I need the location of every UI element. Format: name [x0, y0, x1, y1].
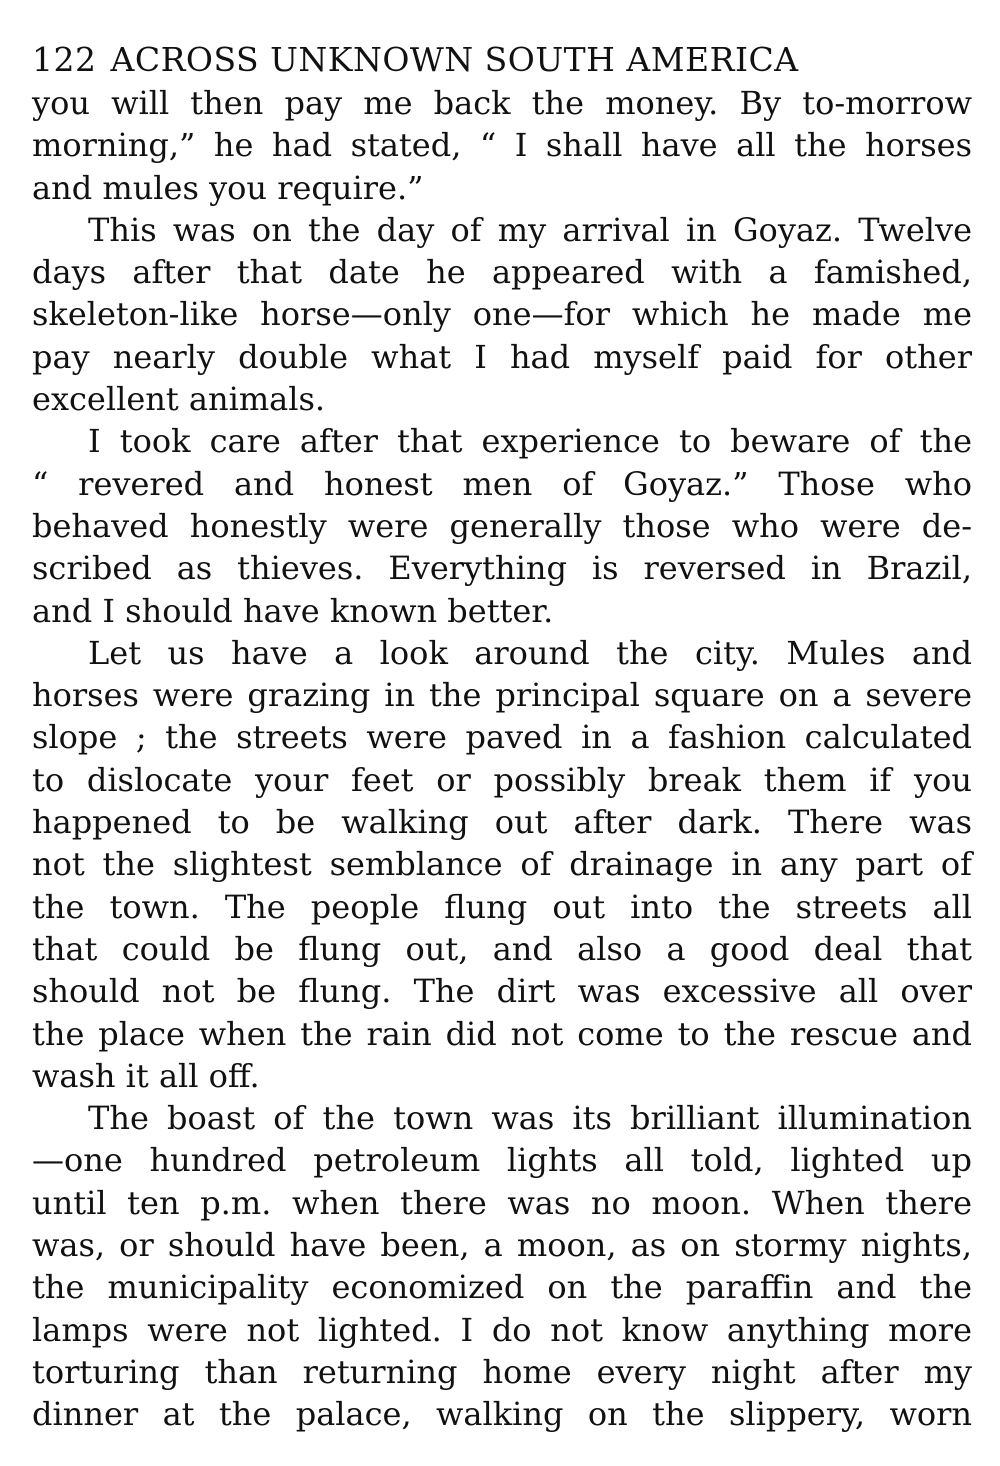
text-line: skeleton-like horse—only one—for which he made me: [32, 295, 972, 334]
text-line: pay nearly double what I had myself paid for other: [32, 337, 972, 376]
text-line: until ten p.m. when there was no moon. When there: [32, 1183, 972, 1222]
text-line: days after that date he appeared with a famished,: [32, 253, 972, 292]
text-line: wash it all off.: [32, 1056, 260, 1095]
text-line: lamps were not lighted. I do not know anything more: [32, 1310, 972, 1349]
text-line: was, or should have been, a moon, as on stormy nights,: [32, 1226, 972, 1265]
text-line: the place when the rain did not come to the rescue and: [32, 1014, 972, 1053]
book-page: [32, 38, 972, 1436]
text-line: This was on the day of my arrival in Goyaz. Twelve: [88, 210, 972, 249]
text-line: behaved honestly were generally those who were de-: [32, 506, 972, 545]
text-line: you will then pay me back the money. By to-morrow: [32, 84, 972, 122]
text-line: —one hundred petroleum lights all told, lighted up: [32, 1141, 972, 1180]
text-line: the municipality economized on the paraffin and the: [32, 1268, 972, 1307]
text-line: scribed as thieves. Everything is reversed in Brazil,: [32, 549, 972, 588]
text-line: and I should have known better.: [32, 591, 554, 630]
text-line: that could be flung out, and also a good deal that: [32, 929, 972, 968]
text-line: should not be flung. The dirt was excessive all over: [32, 972, 972, 1011]
text-line: “ revered and honest men of Goyaz.” Those who: [32, 464, 972, 503]
text-line: and mules you require.”: [32, 168, 424, 207]
book-title: ACROSS UNKNOWN SOUTH AMERICA: [110, 40, 799, 79]
text-line: to dislocate your feet or possibly break them if you: [32, 760, 972, 799]
text-line: dinner at the palace, walking on the slippery, worn: [32, 1395, 972, 1434]
body-text: [32, 82, 972, 1436]
text-line: slope ; the streets were paved in a fashion calculated: [32, 718, 972, 757]
page-number: 122: [32, 40, 97, 79]
text-line: not the slightest semblance of drainage in any part of: [32, 845, 972, 884]
text-line: I took care after that experience to beware of the: [88, 422, 972, 461]
text-line: excellent animals.: [32, 380, 326, 419]
running-head: [32, 38, 972, 82]
text-line: The boast of the town was its brilliant illumination: [88, 1099, 972, 1138]
text-line: horses were grazing in the principal square on a severe: [32, 676, 972, 715]
text-line: the town. The people flung out into the streets all: [32, 887, 972, 926]
text-line: happened to be walking out after dark. There was: [32, 803, 972, 842]
text-line: torturing than returning home every night after my: [32, 1352, 972, 1391]
text-line: morning,” he had stated, “ I shall have all the horses: [32, 126, 972, 165]
text-line: Let us have a look around the city. Mules and: [88, 633, 972, 672]
